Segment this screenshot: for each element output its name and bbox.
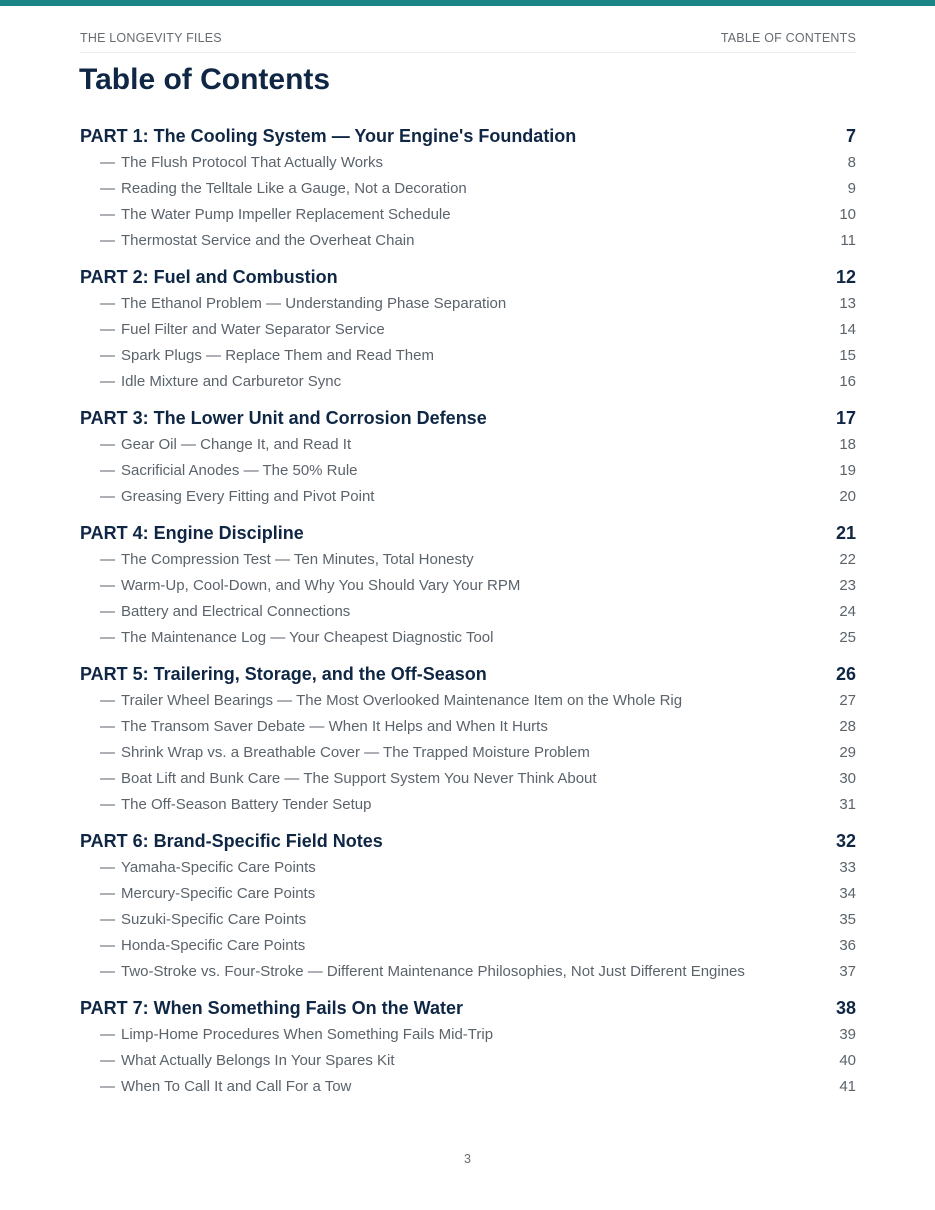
- toc-chapter-label: [100, 1074, 351, 1100]
- top-accent-bar: [0, 0, 935, 6]
- toc-chapter-dash: —: [100, 911, 115, 928]
- toc-chapter-title: Gear Oil — Change It, and Read It: [121, 436, 352, 453]
- toc-chapter-title: The Off-Season Battery Tender Setup: [121, 796, 372, 813]
- toc-chapter-page-number: 41: [839, 1078, 856, 1095]
- toc-chapter-dash: —: [100, 718, 115, 735]
- toc-chapter-entry[interactable]: [80, 176, 856, 202]
- table-of-contents: [80, 122, 856, 1109]
- toc-chapter-label: [100, 458, 358, 484]
- toc-part-page-number: 12: [835, 267, 856, 287]
- toc-chapter-dash: —: [100, 796, 115, 813]
- toc-chapter-entry[interactable]: [80, 369, 856, 395]
- toc-chapter-dash: —: [100, 744, 115, 761]
- toc-chapter-label: [100, 317, 385, 343]
- toc-chapter-dash: —: [100, 1026, 115, 1043]
- toc-chapter-dash: —: [100, 629, 115, 646]
- toc-chapter-entry[interactable]: [80, 855, 856, 881]
- toc-chapter-title: What Actually Belongs In Your Spares Kit: [121, 1052, 395, 1069]
- running-header: [80, 31, 856, 53]
- toc-chapter-page-number: 18: [839, 436, 856, 453]
- toc-chapter-entry[interactable]: [80, 150, 856, 176]
- toc-chapter-label: [100, 291, 506, 317]
- toc-part-page-number: 21: [835, 523, 856, 543]
- toc-chapter-page-number: 11: [840, 232, 856, 249]
- toc-chapter-label: [100, 599, 350, 625]
- toc-chapter-entry[interactable]: [80, 484, 856, 510]
- toc-part-page-number: 17: [835, 408, 856, 428]
- toc-chapter-dash: —: [100, 436, 115, 453]
- toc-part-title: PART 4: Engine Discipline: [80, 523, 304, 543]
- toc-chapter-page-number: 35: [839, 911, 856, 928]
- toc-chapter-entry[interactable]: [80, 881, 856, 907]
- toc-chapter-entry[interactable]: [80, 959, 856, 985]
- toc-chapter-title: Boat Lift and Bunk Care — The Support System You Never Think About: [121, 770, 597, 787]
- toc-chapter-label: [100, 343, 434, 369]
- toc-chapter-page-number: 29: [839, 744, 856, 761]
- toc-chapter-title: The Transom Saver Debate — When It Helps and When It Hurts: [121, 718, 548, 735]
- toc-part-entry[interactable]: [80, 122, 856, 150]
- toc-part-title: PART 3: The Lower Unit and Corrosion Defense: [80, 408, 487, 428]
- toc-chapter-page-number: 31: [839, 796, 856, 813]
- toc-chapter-page-number: 15: [839, 347, 856, 364]
- toc-chapter-entry[interactable]: [80, 688, 856, 714]
- toc-chapter-page-number: 19: [839, 462, 856, 479]
- toc-chapter-title: Warm-Up, Cool-Down, and Why You Should Vary Your RPM: [121, 577, 521, 594]
- toc-part: [80, 519, 856, 651]
- toc-part-entry[interactable]: [80, 660, 856, 688]
- toc-part-page-number: 32: [835, 831, 856, 851]
- toc-chapter-page-number: 10: [839, 206, 856, 223]
- toc-chapter-label: [100, 714, 548, 740]
- toc-chapter-dash: —: [100, 232, 115, 249]
- toc-part-entry[interactable]: [80, 519, 856, 547]
- toc-chapter-title: Limp-Home Procedures When Something Fails Mid-Trip: [121, 1026, 494, 1043]
- toc-chapter-label: [100, 907, 306, 933]
- toc-chapter-dash: —: [100, 885, 115, 902]
- toc-chapter-label: [100, 150, 383, 176]
- toc-chapter-title: Shrink Wrap vs. a Breathable Cover — The Trapped Moisture Problem: [121, 744, 590, 761]
- toc-chapter-title: Honda-Specific Care Points: [121, 937, 306, 954]
- toc-part-title: PART 6: Brand-Specific Field Notes: [80, 831, 383, 851]
- toc-chapter-title: Spark Plugs — Replace Them and Read Them: [121, 347, 434, 364]
- toc-chapter-page-number: 13: [839, 295, 856, 312]
- toc-part-page-number: 26: [835, 664, 856, 684]
- toc-chapter-entry[interactable]: [80, 317, 856, 343]
- toc-chapter-title: Reading the Telltale Like a Gauge, Not a Decoration: [121, 180, 467, 197]
- toc-chapter-label: [100, 176, 467, 202]
- toc-chapter-entry[interactable]: [80, 714, 856, 740]
- toc-chapter-dash: —: [100, 1052, 115, 1069]
- toc-chapter-dash: —: [100, 462, 115, 479]
- toc-chapter-title: Idle Mixture and Carburetor Sync: [121, 373, 342, 390]
- toc-chapter-label: [100, 933, 305, 959]
- toc-chapter-page-number: 27: [839, 692, 856, 709]
- toc-chapter-title: Sacrificial Anodes — The 50% Rule: [121, 462, 358, 479]
- toc-part-entry[interactable]: [80, 827, 856, 855]
- toc-chapter-entry[interactable]: [80, 291, 856, 317]
- toc-part: [80, 827, 856, 985]
- toc-chapter-entry[interactable]: [80, 458, 856, 484]
- toc-chapter-title: Thermostat Service and the Overheat Chain: [121, 232, 415, 249]
- toc-chapter-page-number: 28: [839, 718, 856, 735]
- toc-chapter-label: [100, 855, 316, 881]
- toc-chapter-label: [100, 766, 597, 792]
- toc-chapter-dash: —: [100, 154, 115, 171]
- toc-chapter-label: [100, 1022, 493, 1048]
- toc-chapter-dash: —: [100, 321, 115, 338]
- toc-chapter-page-number: 14: [839, 321, 856, 338]
- toc-part-entry[interactable]: [80, 263, 856, 291]
- toc-part-title: PART 1: The Cooling System — Your Engine's Foundation: [80, 126, 577, 146]
- toc-chapter-label: [100, 202, 451, 228]
- toc-part-title: PART 7: When Something Fails On the Water: [80, 998, 464, 1018]
- toc-chapter-dash: —: [100, 347, 115, 364]
- toc-chapter-title: Two-Stroke vs. Four-Stroke — Different Maintenance Philosophies, Not Just Different Engines: [121, 963, 745, 980]
- toc-chapter-entry[interactable]: [80, 740, 856, 766]
- toc-chapter-title: Suzuki-Specific Care Points: [121, 911, 307, 928]
- toc-chapter-dash: —: [100, 603, 115, 620]
- toc-chapter-entry[interactable]: [80, 599, 856, 625]
- toc-chapter-dash: —: [100, 937, 115, 954]
- toc-chapter-entry[interactable]: [80, 228, 856, 254]
- toc-chapter-title: Yamaha-Specific Care Points: [121, 859, 316, 876]
- toc-part: [80, 122, 856, 254]
- toc-chapter-dash: —: [100, 1078, 115, 1095]
- toc-chapter-dash: —: [100, 859, 115, 876]
- toc-part-page-number: 7: [845, 126, 856, 146]
- toc-chapter-label: [100, 881, 315, 907]
- page-number: 3: [464, 1152, 471, 1166]
- toc-chapter-page-number: 25: [839, 629, 856, 646]
- toc-chapter-page-number: 8: [847, 154, 856, 171]
- toc-chapter-label: [100, 792, 371, 818]
- toc-chapter-label: [100, 625, 493, 651]
- toc-chapter-label: [100, 1048, 395, 1074]
- toc-chapter-label: [100, 228, 414, 254]
- toc-chapter-label: [100, 369, 341, 395]
- toc-part-page-number: 38: [835, 998, 856, 1018]
- toc-part-entry[interactable]: [80, 994, 856, 1022]
- toc-chapter-label: [100, 484, 374, 510]
- running-header-book-title: THE LONGEVITY FILES: [80, 31, 222, 45]
- toc-chapter-page-number: 30: [839, 770, 856, 787]
- toc-chapter-dash: —: [100, 295, 115, 312]
- toc-part-title: PART 2: Fuel and Combustion: [80, 267, 338, 287]
- toc-chapter-page-number: 23: [839, 577, 856, 594]
- toc-chapter-entry[interactable]: [80, 933, 856, 959]
- toc-chapter-entry[interactable]: [80, 573, 856, 599]
- toc-chapter-page-number: 9: [847, 180, 856, 197]
- toc-chapter-dash: —: [100, 488, 115, 505]
- toc-chapter-entry[interactable]: [80, 766, 856, 792]
- toc-chapter-title: The Flush Protocol That Actually Works: [121, 154, 384, 171]
- toc-chapter-entry[interactable]: [80, 343, 856, 369]
- toc-chapter-page-number: 34: [839, 885, 856, 902]
- toc-chapter-dash: —: [100, 206, 115, 223]
- toc-chapter-label: [100, 432, 351, 458]
- toc-chapter-entry[interactable]: [80, 792, 856, 818]
- toc-chapter-page-number: 36: [839, 937, 856, 954]
- toc-chapter-title: Greasing Every Fitting and Pivot Point: [121, 488, 375, 505]
- toc-chapter-page-number: 16: [839, 373, 856, 390]
- toc-chapter-dash: —: [100, 373, 115, 390]
- toc-chapter-title: Fuel Filter and Water Separator Service: [121, 321, 385, 338]
- toc-chapter-title: The Ethanol Problem — Understanding Phase Separation: [121, 295, 507, 312]
- toc-chapter-page-number: 37: [839, 963, 856, 980]
- toc-chapter-page-number: 22: [839, 551, 856, 568]
- toc-chapter-dash: —: [100, 692, 115, 709]
- toc-chapter-entry[interactable]: [80, 202, 856, 228]
- toc-chapter-title: Mercury-Specific Care Points: [121, 885, 316, 902]
- toc-chapter-page-number: 24: [839, 603, 856, 620]
- toc-chapter-entry[interactable]: [80, 432, 856, 458]
- toc-chapter-page-number: 40: [839, 1052, 856, 1069]
- toc-part-title: PART 5: Trailering, Storage, and the Off-Season: [80, 664, 487, 684]
- toc-part-entry[interactable]: [80, 404, 856, 432]
- toc-chapter-page-number: 39: [839, 1026, 856, 1043]
- toc-chapter-label: [100, 959, 745, 985]
- toc-chapter-entry[interactable]: [80, 1074, 856, 1100]
- toc-chapter-dash: —: [100, 180, 115, 197]
- toc-chapter-title: The Maintenance Log — Your Cheapest Diagnostic Tool: [121, 629, 494, 646]
- toc-chapter-entry[interactable]: [80, 1048, 856, 1074]
- toc-part: [80, 263, 856, 395]
- toc-chapter-title: Trailer Wheel Bearings — The Most Overlooked Maintenance Item on the Whole Rig: [121, 692, 683, 709]
- toc-chapter-title: When To Call It and Call For a Tow: [121, 1078, 352, 1095]
- toc-chapter-dash: —: [100, 551, 115, 568]
- toc-chapter-entry[interactable]: [80, 907, 856, 933]
- toc-part: [80, 404, 856, 510]
- running-header-section: TABLE OF CONTENTS: [720, 31, 856, 45]
- toc-chapter-title: The Water Pump Impeller Replacement Schedule: [121, 206, 451, 223]
- toc-chapter-title: The Compression Test — Ten Minutes, Total Honesty: [121, 551, 474, 568]
- page-title: Table of Contents: [79, 63, 331, 96]
- toc-chapter-label: [100, 740, 590, 766]
- toc-chapter-label: [100, 688, 682, 714]
- toc-chapter-entry[interactable]: [80, 625, 856, 651]
- toc-chapter-dash: —: [100, 963, 115, 980]
- toc-chapter-title: Battery and Electrical Connections: [121, 603, 351, 620]
- toc-part: [80, 660, 856, 818]
- toc-chapter-entry[interactable]: [80, 547, 856, 573]
- toc-chapter-entry[interactable]: [80, 1022, 856, 1048]
- toc-chapter-dash: —: [100, 577, 115, 594]
- toc-chapter-dash: —: [100, 770, 115, 787]
- toc-part: [80, 994, 856, 1100]
- toc-chapter-label: [100, 547, 474, 573]
- toc-chapter-page-number: 33: [839, 859, 856, 876]
- toc-chapter-page-number: 20: [839, 488, 856, 505]
- toc-chapter-label: [100, 573, 520, 599]
